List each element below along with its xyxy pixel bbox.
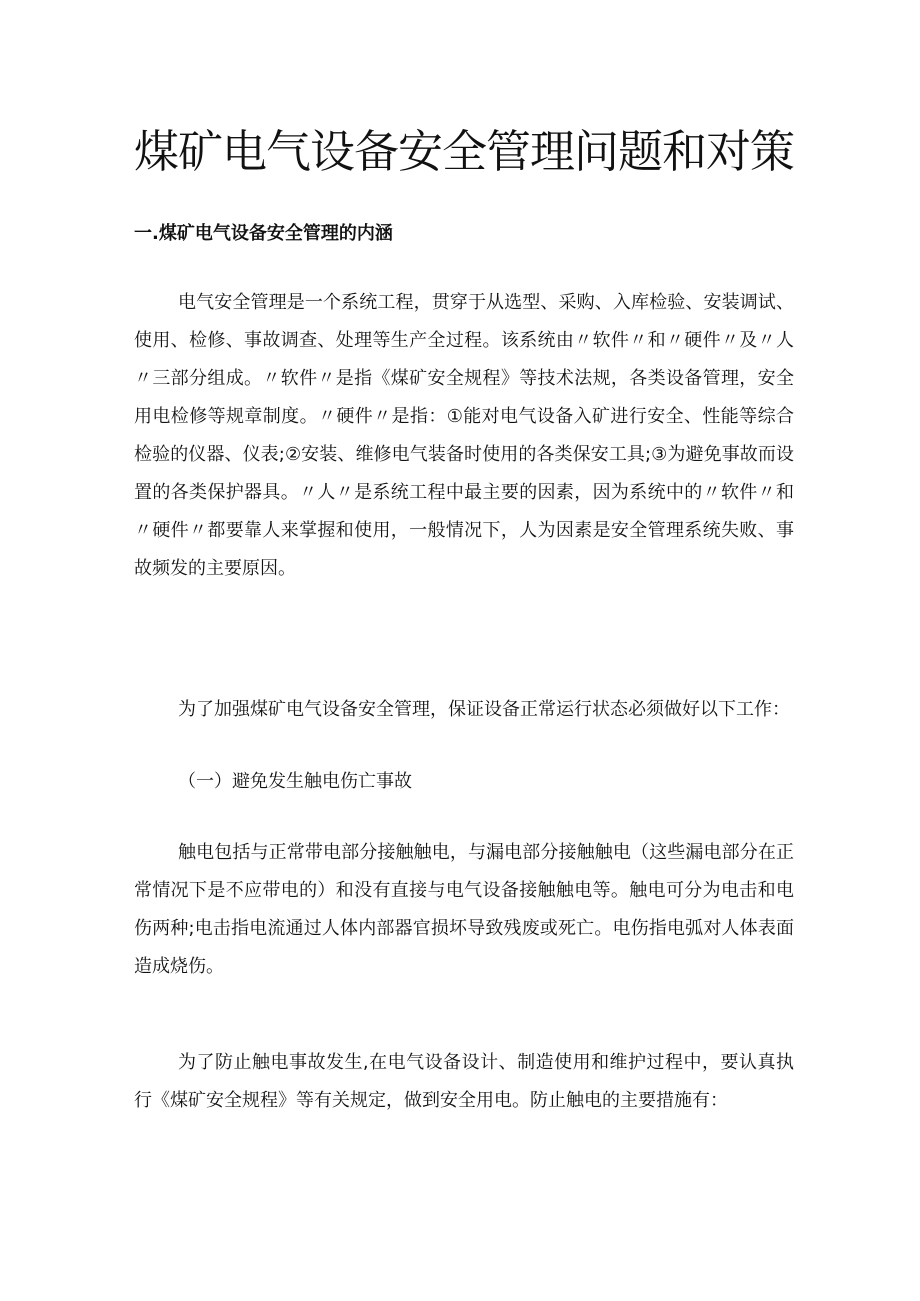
paragraph-safety-management-definition: 电气安全管理是一个系统工程，贯穿于从选型、采购、入库检验、安装调试、使用、检修、事故调查、处理等生产全过程。该系统由〃软件〃和〃硬件〃及〃人〃三部分组成。〃软件〃是指《煤矿安全规程》等技术法规，各类设备管理，安全用电检修等规章制度。〃硬件〃是指：①能对电气设备入矿进行安全、性能等综合检验的仪器、仪表;②安装、维修电气装备时使用的各类保安工具;③为避免事故而设置的各类保护器具。〃人〃是系统工程中最主要的因素，因为系统中的〃软件〃和〃硬件〃都要靠人来掌握和使用，一般情况下，人为因素是安全管理系统失败、事故频发的主要原因。 (134, 292, 794, 579)
paragraph-electric-shock-types: 触电包括与正常带电部分接触触电，与漏电部分接触触电（这些漏电部分在正常情况下是不应带电的）和没有直接与电气设备接触触电等。触电可分为电击和电伤两种;电击指电流通过人体内部器官损坏导致残废或死亡。电伤指电弧对人体表面造成烧伤。 (134, 842, 794, 977)
sub-heading-avoid-electric-shock: （一）避免发生触电伤亡事故 (178, 771, 412, 792)
document-title: 煤矿电气设备安全管理问题和对策 (134, 125, 795, 178)
section-heading: 一.煤矿电气设备安全管理的内涵 (134, 223, 393, 244)
paragraph-work-intro: 为了加强煤矿电气设备安全管理，保证设备正常运行状态必须做好以下工作： (178, 699, 790, 720)
paragraph-prevention-measures: 为了防止触电事故发生,在电气设备设计、制造使用和维护过程中，要认真执行《煤矿安全规程》等有关规定，做到安全用电。防止触电的主要措施有： (134, 1052, 794, 1111)
